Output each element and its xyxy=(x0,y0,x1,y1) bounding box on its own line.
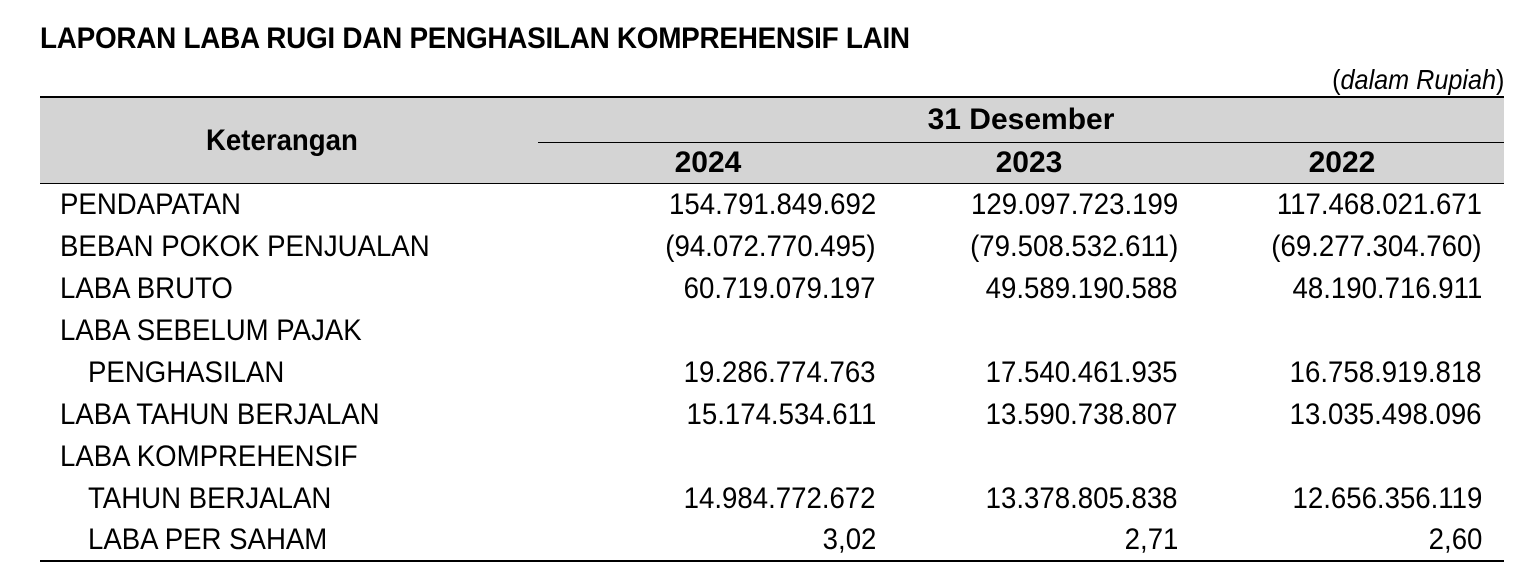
row-value-2022: 12.656.356.119 xyxy=(1292,482,1482,515)
row-value-2024: 15.174.534.611 xyxy=(686,398,876,431)
header-year-2023: 2023 xyxy=(878,143,1180,184)
row-value-2024 xyxy=(538,310,878,352)
report-title: LAPORAN LABA RUGI DAN PENGHASILAN KOMPREHENSIF LAIN xyxy=(40,22,910,55)
row-value-2024: 14.984.772.672 xyxy=(684,482,876,515)
unit-text: dalam Rupiah xyxy=(1340,64,1496,95)
row-label: LABA BRUTO xyxy=(60,272,233,305)
header-year-2024: 2024 xyxy=(538,143,878,184)
row-value-2023: 2,71 xyxy=(878,520,1180,561)
header-period: 31 Desember xyxy=(538,97,1504,143)
row-label: PENGHASILAN xyxy=(88,356,285,389)
row-value-2024: 154.791.849.692 xyxy=(668,188,876,221)
row-value-2022 xyxy=(1180,310,1504,352)
unit-close-paren: ) xyxy=(1495,64,1504,95)
unit-open-paren: ( xyxy=(1331,64,1341,95)
row-value-2023: 129.097.723.199 xyxy=(970,188,1178,221)
table-row-laba-komprehensif-heading xyxy=(40,436,1504,478)
row-value-2023: 13.590.738.807 xyxy=(986,398,1178,431)
row-value-2022: 13.035.498.096 xyxy=(1290,398,1482,431)
row-value-2023 xyxy=(878,436,1180,478)
row-value-2022: 48.190.716.911 xyxy=(1292,272,1482,305)
row-value-2023: 17.540.461.935 xyxy=(986,356,1178,389)
row-value-2023: (79.508.532.611) xyxy=(969,230,1178,263)
row-value-2023: 49.589.190.588 xyxy=(986,272,1178,305)
row-value-2024 xyxy=(538,436,878,478)
row-value-2023 xyxy=(878,310,1180,352)
row-label: LABA TAHUN BERJALAN xyxy=(60,398,380,431)
row-value-2023: 13.378.805.838 xyxy=(986,482,1178,515)
table-row-laba-sebelum-pajak-penghasilan xyxy=(40,352,1504,394)
table-row-laba-bruto xyxy=(40,268,1504,310)
row-label: LABA KOMPREHENSIF xyxy=(60,440,358,473)
row-value-2024: (94.072.770.495) xyxy=(665,230,876,263)
row-value-2024: 3,02 xyxy=(538,520,878,561)
table-row-laba-komprehensif-tahun-berjalan xyxy=(40,478,1504,520)
row-value-2022: 16.758.919.818 xyxy=(1290,356,1482,389)
row-value-2022: (69.277.304.760) xyxy=(1271,230,1482,263)
currency-unit-note xyxy=(1332,64,1504,96)
income-statement-table-wrapper xyxy=(40,96,1504,562)
table-row-laba-sebelum-pajak-heading xyxy=(40,310,1504,352)
table-row-beban-pokok xyxy=(40,226,1504,268)
row-value-2022 xyxy=(1180,436,1504,478)
row-value-2022: 2,60 xyxy=(1180,520,1504,561)
row-label: TAHUN BERJALAN xyxy=(88,482,332,515)
header-description: Keterangan xyxy=(40,97,538,184)
table-row-laba-tahun-berjalan xyxy=(40,394,1504,436)
row-value-2022: 117.468.021.671 xyxy=(1276,188,1482,221)
table-row-laba-per-saham xyxy=(40,520,1504,561)
table-row-pendapatan xyxy=(40,184,1504,227)
row-value-2024: 19.286.774.763 xyxy=(684,356,876,389)
row-label: PENDAPATAN xyxy=(60,188,241,221)
row-label: LABA SEBELUM PAJAK xyxy=(60,314,362,347)
row-label: LABA PER SAHAM xyxy=(40,520,538,561)
row-label: BEBAN POKOK PENJUALAN xyxy=(60,230,430,263)
income-statement-table xyxy=(40,96,1504,562)
header-year-2022: 2022 xyxy=(1180,143,1504,184)
row-value-2024: 60.719.079.197 xyxy=(684,272,876,305)
